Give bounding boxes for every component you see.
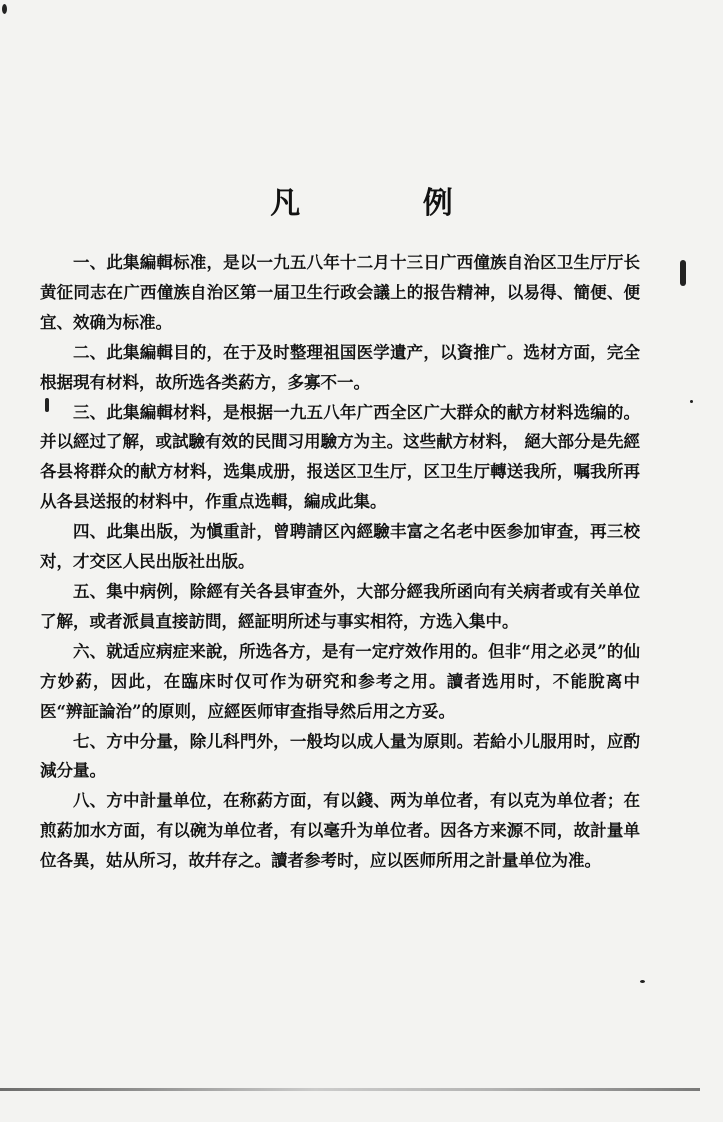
- scan-speck: [690, 400, 693, 403]
- document-body: [40, 248, 640, 876]
- scan-speck: [640, 980, 645, 983]
- paragraph-2: 二、此集編輯目的，在于及时整理祖国医学遺产，以資推广。选材方面，完全根据現有材料，故所选各类葯方，多寡不一。: [40, 342, 640, 392]
- scan-speck: [2, 4, 7, 14]
- paragraph-3: 三、此集編輯材料，是根据一九五八年广西全区广大群众的献方材料选编的。并以經过了解，或試驗有效的民間习用驗方为主。这些献方材料， 絕大部分是先經各县将群众的献方材料，选集成册，报送区卫生厅，区卫生厅轉送我所，嘱我所再从各县送报的材料中，作重点选輯，編成此集。: [40, 402, 640, 512]
- paragraph-7: 七、方中分量，除儿科門外，一般均以成人量为原則。若給小儿服用时，应酌減分量。: [40, 731, 640, 781]
- paragraph-6: 六、就适应病症来說，所选各方，是有一定疗效作用的。但非“用之必灵”的仙方妙葯，因此，在臨床时仅可作为研究和参考之用。讀者选用时，不能脫离中医“辨証論治”的原则，应經医师审查指导然后用之方妥。: [40, 641, 640, 721]
- scan-speck: [45, 398, 49, 412]
- scan-speck: [680, 260, 686, 286]
- paragraph-8: 八、方中計量单位，在称葯方面，有以錢、两为单位者，有以克为单位者；在煎葯加水方面，有以碗为单位者，有以毫升为单位者。因各方来源不同，故計量单位各異，姑从所习，故幷存之。讀者参考时，应以医师所用之計量单位为准。: [40, 791, 640, 871]
- paragraph-4: 四、此集出版，为愼重計，曾聘請区內經驗丰富之名老中医参加审查，再三校对，才交区人民出版社出版。: [40, 522, 640, 572]
- page-bottom-edge: [0, 1088, 700, 1091]
- paragraph-1: 一、此集編輯标准，是以一九五八年十二月十三日广西僮族自治区卫生厅厅长黄征同志在广西僮族自治区第一届卫生行政会議上的报告精神，以易得、簡便、便宜、效确为标准。: [40, 253, 640, 332]
- page-title: 凡 例: [270, 186, 509, 221]
- paragraph-5: 五、集中病例，除經有关各县审查外，大部分經我所函向有关病者或有关单位了解，或者派員直接訪問，經証明所述与事实相符，方选入集中。: [40, 581, 640, 631]
